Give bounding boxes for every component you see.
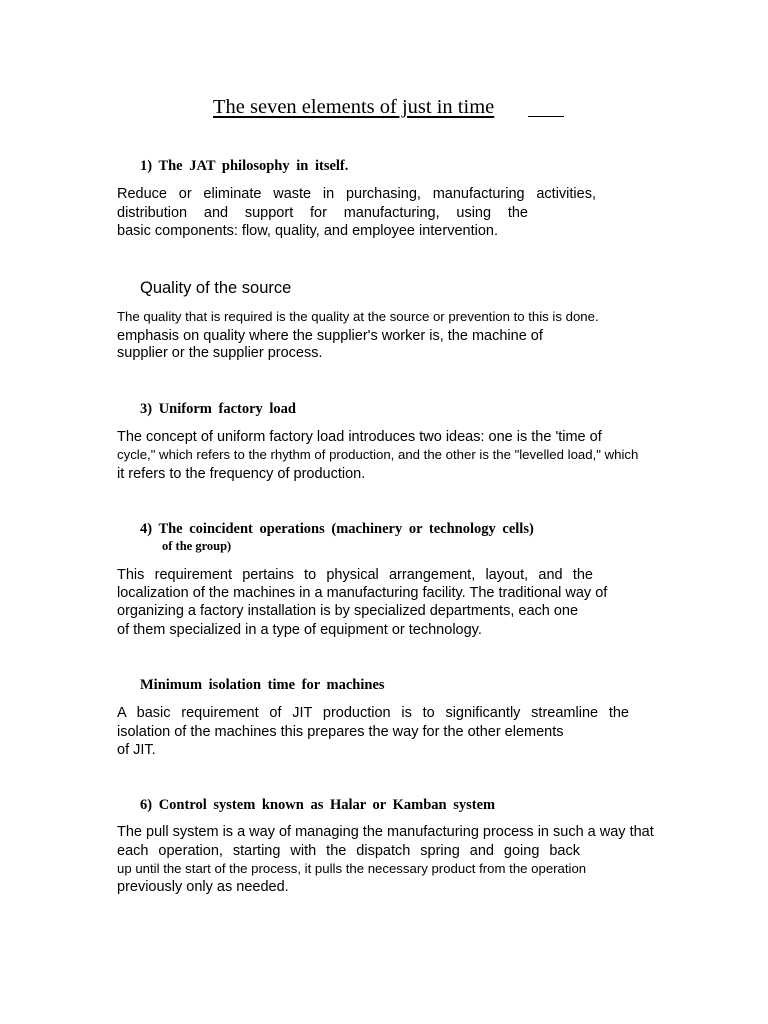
section-5-heading: Minimum isolation time for machines [140,677,385,693]
section-1-line-2: distribution and support for manufacturing, using the [117,205,528,221]
section-4-subheading: of the group) [162,539,232,553]
section-3-line-3: it refers to the frequency of production. [117,466,366,482]
section-1-heading: 1) The JAT philosophy in itself. [140,158,349,174]
section-1-line-1: Reduce or eliminate waste in purchasing, manufacturing activities, [117,186,596,202]
section-6-line-3: up until the start of the process, it pulls the necessary product from the operation [117,861,587,876]
title-underline-trail [528,116,564,117]
section-4-line-2: localization of the machines in a manufacturing facility. The traditional way of [117,585,608,601]
section-4-heading: 4) The coincident operations (machinery or technology cells) [140,521,534,537]
section-4-line-4: of them specialized in a type of equipment or technology. [117,622,482,638]
section-2-line-1: The quality that is required is the quality at the source or prevention to this is done. [117,309,599,324]
section-3-heading: 3) Uniform factory load [140,401,296,417]
section-5-line-1: A basic requirement of JIT production is to significantly streamline the [117,705,629,721]
section-6-line-1: The pull system is a way of managing the manufacturing process in such a way that [117,824,654,840]
document-title: The seven elements of just in time [213,96,495,118]
section-4-line-3: organizing a factory installation is by specialized departments, each one [117,603,579,619]
section-3-line-1: The concept of uniform factory load introduces two ideas: one is the 'time of [117,429,602,445]
section-2-heading: Quality of the source [140,279,292,297]
section-3-line-2: cycle," which refers to the rhythm of production, and the other is the "levelled load," which [117,447,639,462]
section-5-line-3: of JIT. [117,742,156,758]
section-2-line-3: supplier or the supplier process. [117,345,323,361]
section-5-line-2: isolation of the machines this prepares the way for the other elements [117,724,564,740]
section-6-line-4: previously only as needed. [117,879,289,895]
section-6-line-2: each operation, starting with the dispatch spring and going back [117,843,580,859]
section-6-heading: 6) Control system known as Halar or Kamban system [140,797,496,813]
section-1-line-3: basic components: flow, quality, and employee intervention. [117,223,498,239]
section-2-line-2: emphasis on quality where the supplier's worker is, the machine of [117,328,543,344]
section-4-line-1: This requirement pertains to physical arrangement, layout, and the [117,567,593,583]
